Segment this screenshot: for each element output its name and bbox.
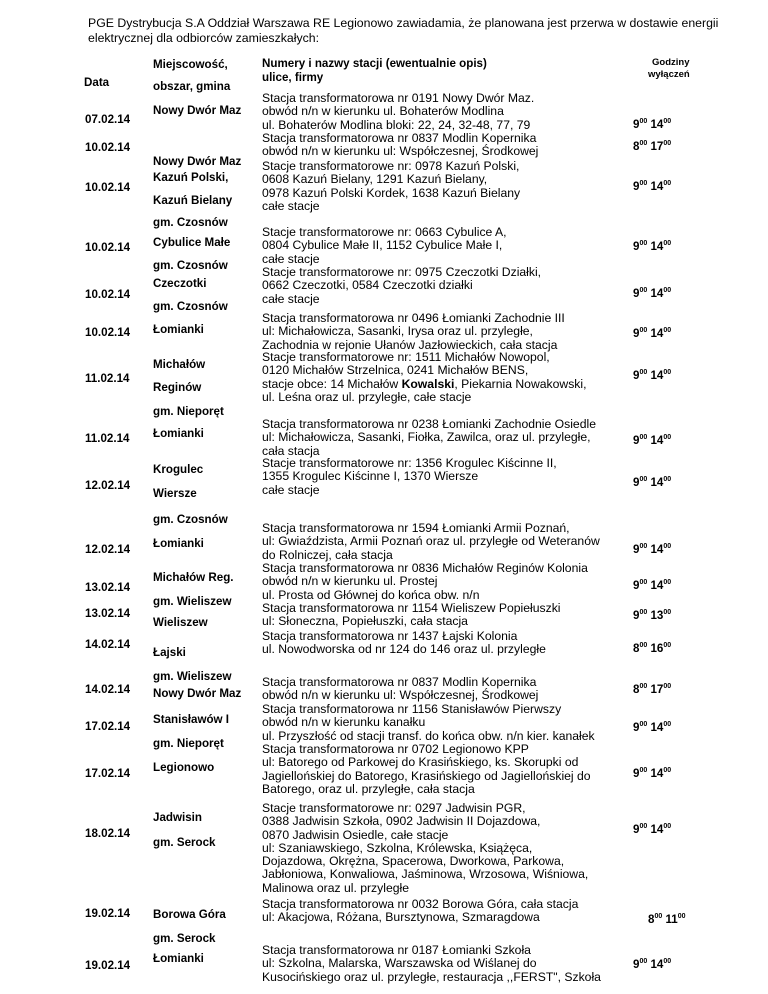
description-line: całe stacje xyxy=(262,198,320,213)
end-minute: 00 xyxy=(663,140,672,147)
end-minute: 00 xyxy=(663,721,672,728)
start-hour: 8 xyxy=(633,683,640,696)
start-minute: 00 xyxy=(639,543,648,550)
description-line: 0978 Kazuń Polski Kordek, 1638 Kazuń Bielany xyxy=(262,185,521,200)
row-place: Stanisławów I xyxy=(153,713,230,726)
start-minute: 00 xyxy=(654,913,663,920)
description-line: 0388 Jadwisin Szkoła, 0902 Jadwisin II Dojazdowa, xyxy=(262,814,541,829)
start-hour: 9 xyxy=(633,823,640,836)
row-description xyxy=(262,630,546,657)
row-hours xyxy=(633,767,671,780)
row-place: gm. Wieliszew xyxy=(153,595,232,608)
header-time-2: wyłączeń xyxy=(648,69,690,80)
row-place: gm. Serock xyxy=(153,932,216,945)
description-line: Zachodnia w rejonie Ułanów Jazłowieckich, cała stacja xyxy=(262,337,558,352)
end-hour: 13 xyxy=(650,609,664,622)
description-line: obwód n/n w kierunku ul: Współczesnej, Środkowej xyxy=(262,144,539,159)
description-line: ul: Słoneczna, Popiełuszki, cała stacja xyxy=(262,614,468,629)
row-hours xyxy=(633,683,671,696)
description-line: Stacja transformatorowa nr 1154 Wieliszew Popiełuszki xyxy=(262,601,561,615)
row-date: 13.02.14 xyxy=(85,581,131,594)
row-description xyxy=(262,351,587,404)
description-line: Batorego, oraz ul. przyległe, cała stacja xyxy=(262,781,475,796)
start-hour: 9 xyxy=(633,476,640,489)
header-place-1: Miejscowość, xyxy=(153,58,228,71)
description-line: Malinowa oraz ul. przyległe xyxy=(262,880,409,895)
start-minute: 00 xyxy=(639,118,648,125)
description-part: Kowalski xyxy=(401,376,455,391)
row-hours xyxy=(633,543,671,556)
description-line: 0804 Cybulice Małe II, 1152 Cybulice Małe I, xyxy=(262,238,503,253)
start-minute: 00 xyxy=(639,369,648,376)
row-place: gm. Czosnów xyxy=(153,300,228,313)
end-minute: 00 xyxy=(663,823,672,830)
description-line: Stacje transformatorowe nr: 0297 Jadwisin PGR, xyxy=(262,801,526,815)
start-minute: 00 xyxy=(639,642,648,649)
row-description xyxy=(262,160,520,213)
start-hour: 9 xyxy=(633,543,640,556)
start-hour: 9 xyxy=(633,767,640,780)
description-line: cała stacja xyxy=(262,443,320,458)
description-line: Stacje transformatorowe nr: 0663 Cybulice A, xyxy=(262,225,507,239)
row-place: gm. Czosnów xyxy=(153,513,228,526)
row-description xyxy=(262,312,565,352)
end-hour: 14 xyxy=(650,823,664,836)
row-date: 10.02.14 xyxy=(85,241,131,254)
row-date: 12.02.14 xyxy=(85,479,131,492)
header-place-2: obszar, gmina xyxy=(153,80,231,93)
row-hours xyxy=(648,913,686,926)
description-line: Stacje transformatorowe nr: 0978 Kazuń Polski, xyxy=(262,159,520,173)
end-hour: 14 xyxy=(650,721,664,734)
row-place: Łajski xyxy=(153,646,186,659)
description-line: ul: Szaniawskiego, Szkolna, Królewska, Książęca, xyxy=(262,840,533,855)
description-line: 1355 Krogulec Kiścinne I, 1370 Wiersze xyxy=(262,469,479,484)
row-place: Cybulice Małe xyxy=(153,236,231,249)
row-hours xyxy=(633,180,671,193)
description-line: Stacja transformatorowa nr 0702 Legionowo KPP xyxy=(262,742,529,756)
row-date: 10.02.14 xyxy=(85,141,131,154)
end-hour: 14 xyxy=(650,543,664,556)
header-date: Data xyxy=(84,76,110,89)
start-minute: 00 xyxy=(639,721,648,728)
description-line: 0608 Kazuń Bielany, 1291 Kazuń Bielany, xyxy=(262,172,488,187)
end-minute: 00 xyxy=(663,434,672,441)
description-line: Stacje transformatorowe nr: 0975 Czeczotki Działki, xyxy=(262,265,542,279)
row-description xyxy=(262,898,578,925)
end-minute: 00 xyxy=(663,327,672,334)
row-date: 10.02.14 xyxy=(85,288,131,301)
row-date: 07.02.14 xyxy=(85,113,131,126)
description-line: Stacje transformatorowe nr: 1511 Michałów Nowopol, xyxy=(262,350,550,364)
description-line: ul: Michałowicza, Sasanki, Irysa oraz ul. przyległe, xyxy=(262,324,533,339)
description-line: obwód n/n w kierunku ul. Bohaterów Modlina xyxy=(262,104,504,119)
row-hours xyxy=(633,579,671,592)
row-description xyxy=(262,418,596,458)
start-minute: 00 xyxy=(639,579,648,586)
row-date: 17.02.14 xyxy=(85,767,131,780)
end-minute: 00 xyxy=(663,543,672,550)
row-place: Krogulec xyxy=(153,463,204,476)
description-line: ul. Bohaterów Modlina bloki: 22, 24, 32-48, 77, 79 xyxy=(262,117,531,132)
row-hours xyxy=(633,240,671,253)
start-minute: 00 xyxy=(639,327,648,334)
description-line: Stacja transformatorowa nr 1594 Łomianki Armii Poznań, xyxy=(262,521,570,535)
end-minute: 00 xyxy=(663,609,672,616)
description-line: Dojazdowa, Okrężna, Spacerowa, Dworkowa, Parkowa, xyxy=(262,854,565,869)
description-line: 0870 Jadwisin Osiedle, całe stacje xyxy=(262,827,449,842)
description-line: 0120 Michałów Strzelnica, 0241 Michałów BENS, xyxy=(262,363,529,378)
end-minute: 00 xyxy=(663,118,672,125)
start-minute: 00 xyxy=(639,958,648,965)
description-line: do Rolniczej, cała stacja xyxy=(262,547,393,562)
description-line: Jabłoniowa, Konwaliowa, Jaśminowa, Wrzosowa, Wiśniowa, xyxy=(262,867,589,882)
row-hours xyxy=(633,118,671,131)
row-description xyxy=(262,743,591,796)
row-place: Łomianki xyxy=(153,323,204,336)
row-place: gm. Czosnów xyxy=(153,216,228,229)
row-hours xyxy=(633,327,671,340)
end-hour: 14 xyxy=(650,579,664,592)
row-place: Michałów xyxy=(153,358,206,371)
end-minute: 00 xyxy=(677,913,686,920)
row-place: Łomianki xyxy=(153,537,204,550)
row-place: Nowy Dwór Maz xyxy=(153,155,242,168)
description-line: ul: Michałowicza, Sasanki, Fiołka, Zawilca, oraz ul. przyległe, xyxy=(262,430,591,445)
start-hour: 9 xyxy=(633,118,640,131)
description-line: Stacja transformatorowa nr 1156 Stanisławów Pierwszy xyxy=(262,702,562,716)
description-line: całe stacje xyxy=(262,482,320,497)
header-desc-1: Numery i nazwy stacji (ewentualnie opis) xyxy=(262,57,487,70)
end-hour: 17 xyxy=(650,140,664,153)
start-hour: 9 xyxy=(633,327,640,340)
header-desc-2: ulice, firmy xyxy=(262,71,324,84)
row-place: Wieliszew xyxy=(153,616,208,629)
start-hour: 9 xyxy=(633,180,640,193)
row-hours xyxy=(633,642,671,655)
row-date: 18.02.14 xyxy=(85,827,131,840)
row-description xyxy=(262,562,588,602)
start-minute: 00 xyxy=(639,476,648,483)
end-hour: 14 xyxy=(650,180,664,193)
start-minute: 00 xyxy=(639,287,648,294)
row-place: Kazuń Polski, xyxy=(153,171,229,184)
description-part: , Piekarnia Nowakowski, xyxy=(454,376,587,391)
start-hour: 9 xyxy=(633,579,640,592)
row-description xyxy=(262,602,561,629)
row-hours xyxy=(633,287,671,300)
end-minute: 00 xyxy=(663,767,672,774)
row-place: Nowy Dwór Maz xyxy=(153,687,242,700)
description-line: całe stacje xyxy=(262,251,320,266)
row-place: Jadwisin xyxy=(153,811,202,824)
row-description xyxy=(262,703,595,743)
start-minute: 00 xyxy=(639,180,648,187)
description-line: Stacja transformatorowa nr 0032 Borowa Góra, cała stacja xyxy=(262,897,579,911)
description-line: całe stacje xyxy=(262,291,320,306)
end-hour: 14 xyxy=(650,958,664,971)
end-minute: 00 xyxy=(663,683,672,690)
row-date: 17.02.14 xyxy=(85,720,131,733)
row-hours xyxy=(633,476,671,489)
description-line: ul. Nowodworska od nr 124 do 146 oraz ul. przyległe xyxy=(262,642,546,657)
row-hours xyxy=(633,609,671,622)
end-hour: 14 xyxy=(650,118,664,131)
row-hours xyxy=(633,823,671,836)
description-line: ul: Akacjowa, Różana, Bursztynowa, Szmaragdowa xyxy=(262,910,540,925)
row-place: gm. Czosnów xyxy=(153,259,228,272)
description-line: Stacja transformatorowa nr 1437 Łajski Kolonia xyxy=(262,629,518,643)
row-place: gm. Nieporęt xyxy=(153,737,224,750)
row-place: gm. Wieliszew xyxy=(153,670,232,683)
description-line: ul: Gwiaździsta, Armii Poznań oraz ul. przyległe od Weteranów xyxy=(262,534,600,549)
row-place: gm. Serock xyxy=(153,836,216,849)
row-description xyxy=(262,266,541,306)
description-line: obwód n/n w kierunku ul: Współczesnej, Środkowej xyxy=(262,688,539,703)
row-date: 13.02.14 xyxy=(85,607,131,620)
row-place: Łomianki xyxy=(153,952,204,965)
row-date: 14.02.14 xyxy=(85,683,131,696)
start-hour: 9 xyxy=(633,434,640,447)
row-place: Michałów Reg. xyxy=(153,571,234,584)
row-description xyxy=(262,132,538,159)
row-place: Kazuń Bielany xyxy=(153,194,233,207)
notice-intro: PGE Dystrybucja S.A Oddział Warszawa RE Legionowo zawiadamia, że planowana jest przerwa w dostawie energii elektrycznej dla odbiorców zamieszkałych: xyxy=(88,16,719,45)
row-place: Borowa Góra xyxy=(153,908,226,921)
row-description xyxy=(262,944,601,984)
description-line: obwód n/n w kierunku ul. Prostej xyxy=(262,574,438,589)
end-minute: 00 xyxy=(663,642,672,649)
description-line: ul: Batorego od Parkowej do Krasińskiego, ks. Skorupki od xyxy=(262,755,579,770)
row-hours xyxy=(633,140,671,153)
row-description xyxy=(262,522,600,562)
start-hour: 9 xyxy=(633,609,640,622)
description-line: Stacje transformatorowe nr: 1356 Krogulec Kiścinne II, xyxy=(262,456,557,470)
description-line: Stacja transformatorowa nr 0187 Łomianki Szkoła xyxy=(262,943,531,957)
description-line: ul. Przyszłość od stacji transf. do końca obw. n/n kier. kanałek xyxy=(262,728,595,743)
row-date: 19.02.14 xyxy=(85,959,131,972)
row-description xyxy=(262,676,538,703)
row-description xyxy=(262,92,534,132)
end-minute: 00 xyxy=(663,240,672,247)
row-hours xyxy=(633,369,671,382)
start-hour: 9 xyxy=(633,369,640,382)
description-line: Kusocińskiego oraz ul. przyległe, restauracja ,,FERST", Szkoła xyxy=(262,969,601,984)
row-hours xyxy=(633,721,671,734)
end-minute: 00 xyxy=(663,369,672,376)
start-minute: 00 xyxy=(639,683,648,690)
description-line: Stacja transformatorowa nr 0191 Nowy Dwór Maz. xyxy=(262,91,535,105)
row-place: Czeczotki xyxy=(153,277,207,290)
description-line: Stacja transformatorowa nr 0836 Michałów Reginów Kolonia xyxy=(262,561,588,575)
end-hour: 16 xyxy=(650,642,664,655)
end-minute: 00 xyxy=(663,958,672,965)
start-hour: 9 xyxy=(633,240,640,253)
start-minute: 00 xyxy=(639,767,648,774)
row-hours xyxy=(633,434,671,447)
row-place: gm. Nieporęt xyxy=(153,405,224,418)
start-hour: 9 xyxy=(633,958,640,971)
row-date: 11.02.14 xyxy=(85,432,130,445)
end-hour: 14 xyxy=(650,434,664,447)
end-hour: 14 xyxy=(650,240,664,253)
description-line: Stacja transformatorowa nr 0496 Łomianki Zachodnie III xyxy=(262,311,565,325)
row-place: Reginów xyxy=(153,381,202,394)
description-part: stacje obce: 14 Michałów xyxy=(262,376,402,391)
description-line: ul. Leśna oraz ul. przyległe, całe stacje xyxy=(262,389,472,404)
row-date: 12.02.14 xyxy=(85,543,131,556)
start-minute: 00 xyxy=(639,609,648,616)
row-hours xyxy=(633,958,671,971)
header-time-1: Godziny xyxy=(652,57,690,68)
description-line: Stacja transformatorowa nr 0837 Modlin Kopernika xyxy=(262,131,537,145)
description-line: ul: Szkolna, Malarska, Warszawska od Wiślanej do xyxy=(262,956,537,971)
description-line: Stacja transformatorowa nr 0238 Łomianki Zachodnie Osiedle xyxy=(262,417,596,431)
row-place: Nowy Dwór Maz xyxy=(153,104,242,117)
row-date: 10.02.14 xyxy=(85,326,131,339)
row-date: 10.02.14 xyxy=(85,181,131,194)
description-line: Jagiellońskiej do Batorego, Krasińskiego od Jagiellońskiej do xyxy=(262,768,591,783)
row-place: Łomianki xyxy=(153,427,204,440)
description-line: ul. Prosta od Głównej do końca obw. n/n xyxy=(262,587,480,602)
row-date: 14.02.14 xyxy=(85,638,131,651)
start-hour: 8 xyxy=(633,642,640,655)
end-minute: 00 xyxy=(663,180,672,187)
row-place: Legionowo xyxy=(153,761,215,774)
description-line: obwód n/n w kierunku kanałku xyxy=(262,715,426,730)
start-minute: 00 xyxy=(639,140,648,147)
end-hour: 14 xyxy=(650,287,664,300)
end-hour: 14 xyxy=(650,767,664,780)
end-hour: 14 xyxy=(650,476,664,489)
start-minute: 00 xyxy=(639,240,648,247)
description-line xyxy=(262,378,587,391)
start-hour: 9 xyxy=(633,287,640,300)
start-hour: 9 xyxy=(633,721,640,734)
end-minute: 00 xyxy=(663,476,672,483)
start-minute: 00 xyxy=(639,434,648,441)
row-description xyxy=(262,226,507,266)
row-date: 19.02.14 xyxy=(85,907,131,920)
row-date: 11.02.14 xyxy=(85,372,130,385)
end-hour: 14 xyxy=(650,327,664,340)
start-hour: 8 xyxy=(633,140,640,153)
end-hour: 17 xyxy=(650,683,664,696)
start-hour: 8 xyxy=(648,913,655,926)
end-minute: 00 xyxy=(663,287,672,294)
row-description xyxy=(262,802,588,895)
row-description xyxy=(262,457,557,497)
end-minute: 00 xyxy=(663,579,672,586)
description-line: Stacja transformatorowa nr 0837 Modlin Kopernika xyxy=(262,675,537,689)
start-minute: 00 xyxy=(639,823,648,830)
end-hour: 11 xyxy=(665,913,678,926)
description-line: 0662 Czeczotki, 0584 Czeczotki działki xyxy=(262,278,473,293)
row-place: Wiersze xyxy=(153,487,197,500)
end-hour: 14 xyxy=(650,369,664,382)
